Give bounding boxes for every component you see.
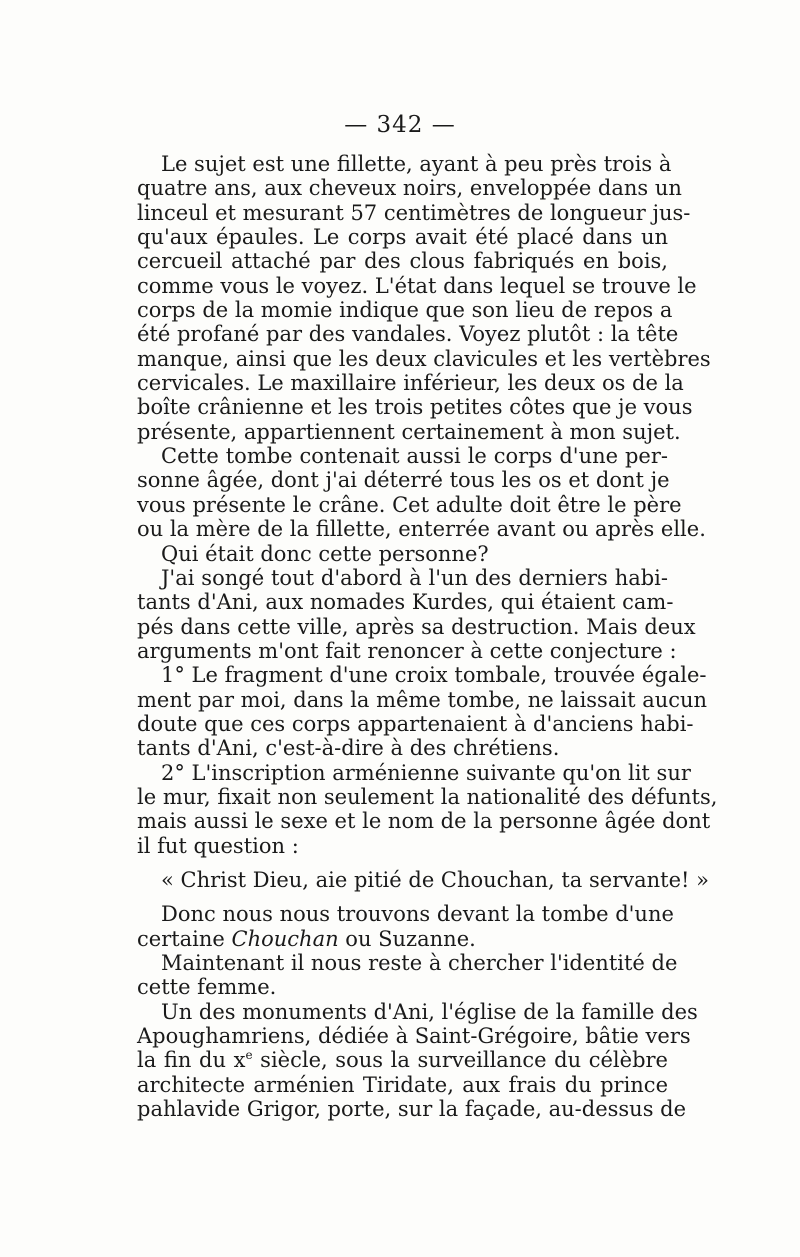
text-line: été profané par des vandales. Voyez plutôt : la tête (137, 322, 679, 347)
text-line: Maintenant il nous reste à chercher l'identité de (161, 951, 678, 975)
text-line: tants d'Ani, aux nomades Kurdes, qui étaient cam- (137, 590, 674, 615)
text-line: sonne âgée, dont j'ai déterré tous les os et dont je (137, 468, 670, 493)
text-line: tants d'Ani, c'est-à-dire à des chrétiens. (137, 736, 560, 761)
text-fragment: ou Suzanne. (338, 926, 476, 951)
text-line: Apoughamriens, dédiée à Saint-Grégoire, bâtie vers (137, 1024, 691, 1049)
page-number: — 342 — (344, 112, 456, 138)
text-line: Donc nous nous trouvons devant la tombe d'une (161, 902, 674, 927)
text-line: J'ai songé tout d'abord à l'un des derniers habi- (161, 565, 668, 590)
superscript: e (245, 1048, 253, 1063)
text-line: boîte crânienne et les trois petites côtes que je vous (137, 395, 693, 420)
text-line: pés dans cette ville, après sa destruction. Mais deux (137, 614, 696, 639)
body-text (137, 152, 718, 1122)
text-line: manque, ainsi que les deux clavicules et les vertèbres (137, 346, 711, 371)
text-line: comme vous le voyez. L'état dans lequel se trouve le (137, 273, 697, 298)
text-line: cercueil attaché par des clous fabriqués en bois, (137, 249, 668, 274)
text-line: quatre ans, aux cheveux noirs, enveloppée dans un (137, 176, 682, 201)
text-line: ment par moi, dans la même tombe, ne laissait aucun (137, 687, 708, 712)
text-line: pahlavide Grigor, porte, sur la façade, au-dessus de (137, 1097, 687, 1122)
text-line: architecte arménien Tiridate, aux frais du prince (137, 1072, 668, 1097)
text-line: Qui était donc cette personne? (161, 541, 489, 566)
text-line: Le sujet est une fillette, ayant à peu près trois à (161, 152, 672, 176)
text-line: vous présente le crâne. Cet adulte doit être le père (137, 492, 682, 517)
text-fragment: certaine (137, 926, 232, 951)
text-line: 1° Le fragment d'une croix tombale, trouvée égale- (161, 663, 707, 688)
text-fragment: la fin du x (137, 1048, 246, 1073)
text-line: cervicales. Le maxillaire inférieur, les deux os de la (137, 371, 684, 396)
text-line: cette femme. (137, 975, 277, 1000)
text-line: linceul et mesurant 57 centimètres de longueur jus- (137, 200, 691, 225)
text-line: le mur, fixait non seulement la nationalité des défunts, (137, 784, 718, 809)
text-line: il fut question : (137, 833, 299, 858)
italic-name: Chouchan (231, 926, 339, 951)
text-line: doute que ces corps appartenaient à d'anciens habi- (137, 711, 694, 736)
text-line (137, 927, 668, 951)
text-line: 2° L'inscription arménienne suivante qu'on lit sur (161, 760, 691, 785)
text-line: corps de la momie indique que son lieu de repos a (137, 298, 673, 323)
text-line: Un des monuments d'Ani, l'église de la famille des (161, 999, 698, 1024)
text-line (137, 1048, 668, 1072)
text-line: Cette tombe contenait aussi le corps d'une per- (161, 444, 668, 469)
text-line: mais aussi le sexe et le nom de la personne âgée dont (137, 809, 711, 834)
text-line: qu'aux épaules. Le corps avait été placé dans un (137, 225, 668, 250)
text-fragment: siècle, sous la surveillance du célèbre (252, 1048, 668, 1073)
text-line: ou la mère de la fillette, enterrée avant ou après elle. (137, 517, 706, 542)
text-line: arguments m'ont fait renoncer à cette conjecture : (137, 638, 677, 663)
inscription-quote: « Christ Dieu, aie pitié de Chouchan, ta servante! » (161, 867, 709, 892)
text-line: présente, appartiennent certainement à mon sujet. (137, 419, 681, 444)
